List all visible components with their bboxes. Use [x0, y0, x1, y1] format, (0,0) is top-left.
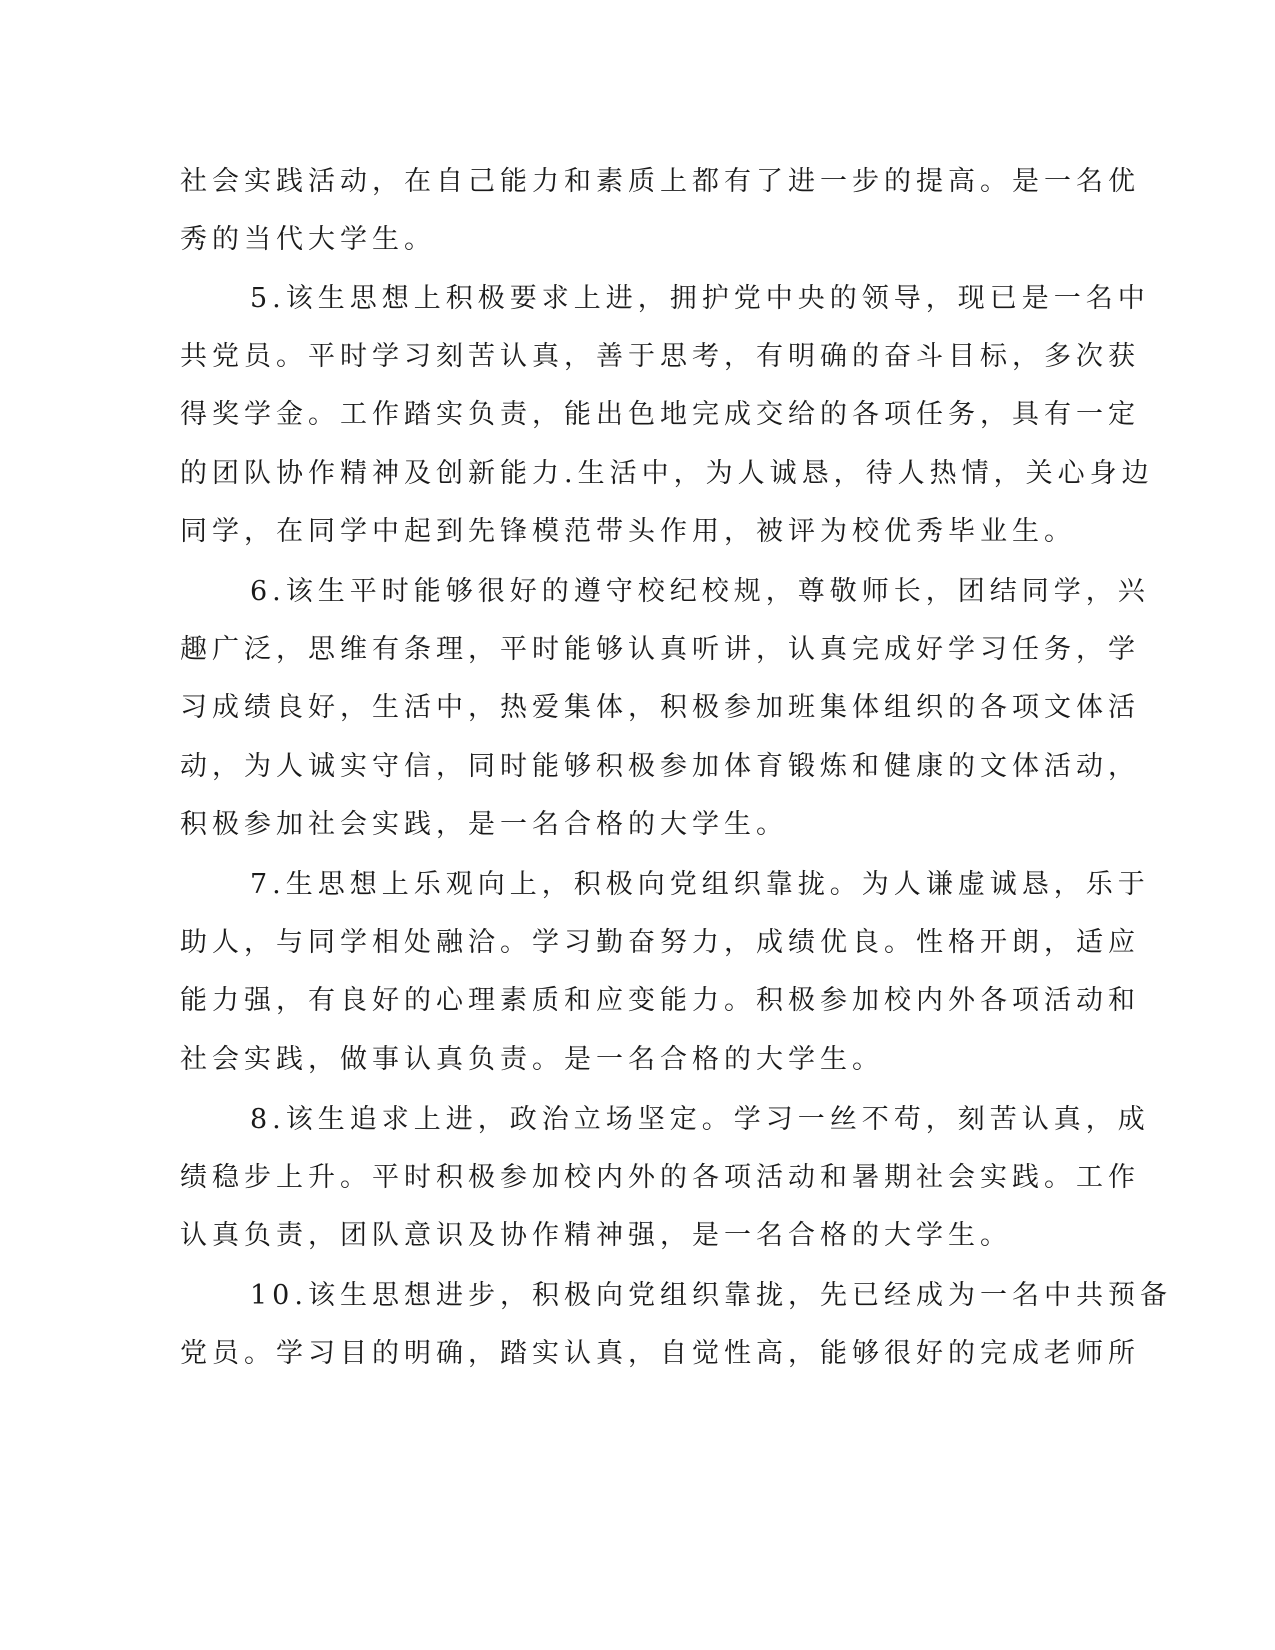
paragraph-8-first-line: 8.该生追求上进，政治立场坚定。学习一丝不苟，刻苦认真，成 [250, 1104, 1150, 1135]
text-line: 共党员。平时学习刻苦认真，善于思考，有明确的奋斗目标，多次获 [180, 341, 1140, 372]
paragraph-7-first-line: 7.生思想上乐观向上，积极向党组织靠拢。为人谦虚诚恳，乐于 [250, 869, 1150, 900]
text-line: 助人，与同学相处融洽。学习勤奋努力，成绩优良。性格开朗，适应 [180, 927, 1140, 958]
paragraph-6-first-line: 6.该生平时能够很好的遵守校纪校规，尊敬师长，团结同学，兴 [250, 576, 1150, 607]
paragraph-5-first-line: 5.该生思想上积极要求上进，拥护党中央的领导，现已是一名中 [250, 283, 1150, 314]
text-line: 习成绩良好，生活中，热爱集体，积极参加班集体组织的各项文体活 [180, 692, 1140, 723]
text-line: 同学，在同学中起到先锋模范带头作用，被评为校优秀毕业生。 [180, 516, 1076, 547]
text-line: 得奖学金。工作踏实负责，能出色地完成交给的各项任务，具有一定 [180, 399, 1140, 430]
text-line: 趣广泛，思维有条理，平时能够认真听讲，认真完成好学习任务，学 [180, 634, 1140, 665]
text-line: 的团队协作精神及创新能力.生活中，为人诚恳，待人热情，关心身边 [180, 458, 1154, 489]
paragraph-10-first-line: 10.该生思想进步，积极向党组织靠拢，先已经成为一名中共预备 [250, 1280, 1172, 1311]
text-line: 积极参加社会实践，是一名合格的大学生。 [180, 809, 788, 840]
text-line: 认真负责，团队意识及协作精神强，是一名合格的大学生。 [180, 1220, 1012, 1251]
text-line: 能力强，有良好的心理素质和应变能力。积极参加校内外各项活动和 [180, 985, 1140, 1016]
text-line: 党员。学习目的明确，踏实认真，自觉性高，能够很好的完成老师所 [180, 1338, 1140, 1369]
text-line: 绩稳步上升。平时积极参加校内外的各项活动和暑期社会实践。工作 [180, 1162, 1140, 1193]
text-line: 社会实践，做事认真负责。是一名合格的大学生。 [180, 1044, 884, 1075]
text-line: 秀的当代大学生。 [180, 224, 436, 255]
text-line: 社会实践活动，在自己能力和素质上都有了进一步的提高。是一名优 [180, 166, 1140, 197]
text-line: 动，为人诚实守信，同时能够积极参加体育锻炼和健康的文体活动， [180, 751, 1140, 782]
